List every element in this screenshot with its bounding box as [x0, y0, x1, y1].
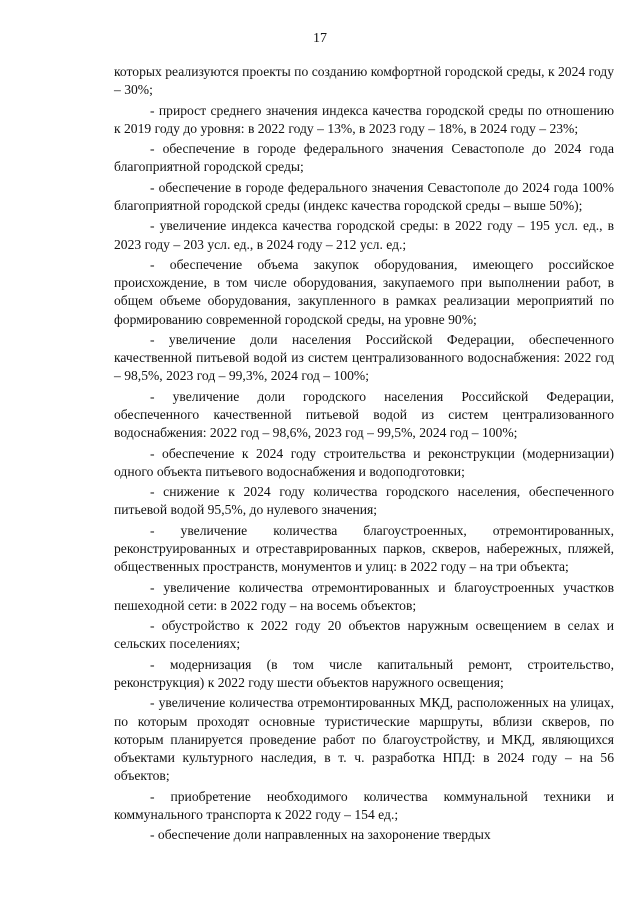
paragraph: - увеличение доли городского населения Российской Федерации, обеспеченного качественной питьевой водой из систем централизованного водоснабжения: 2022 год – 98,6%, 2023 год – 99,5%, 2024 год – 100%; — [114, 388, 614, 441]
paragraph: - обеспечение доли направленных на захоронение твердых — [150, 827, 491, 843]
paragraph: - снижение к 2024 году количества городского населения, обеспеченного питьевой водой 95,5%, до нулевого значения; — [114, 484, 614, 518]
paragraph: - обустройство к 2022 году 20 объектов наружным освещением в селах и сельских поселениях; — [114, 618, 614, 652]
paragraph: - увеличение индекса качества городской среды: в 2022 году – 195 усл. ед., в 2023 году – 203 усл. ед., в 2024 году – 212 усл. ед.; — [114, 218, 614, 252]
page-number: 17 — [313, 31, 327, 46]
paragraph: которых реализуются проекты по созданию комфортной городской среды, к 2024 году – 30%; — [114, 64, 614, 98]
paragraph: - увеличение количества отремонтированных и благоустроенных участков пешеходной сети: в 2022 году – на восемь объектов; — [114, 579, 614, 613]
paragraph: - обеспечение в городе федерального значения Севастополе до 2024 года 100% благоприятной городской среды (индекс качества городской среды – выше 50%); — [114, 179, 614, 213]
paragraph: - модернизация (в том числе капитальный ремонт, строительство, реконструкция) к 2022 году шести объектов наружного освещения; — [114, 656, 614, 690]
paragraph: - увеличение доли населения Российской Федерации, обеспеченного качественной питьевой водой из систем централизованного водоснабжения: 2022 год – 98,5%, 2023 год – 99,3%, 2024 год – 100%; — [114, 331, 614, 384]
document-body — [114, 63, 614, 847]
paragraph: - приобретение необходимого количества коммунальной техники и коммунального транспорта к 2022 году – 154 ед.; — [114, 788, 614, 822]
paragraph: - увеличение количества благоустроенных, отремонтированных, реконструированных и отреставрированных парков, скверов, набережных, пляжей, общественных пространств, монументов и улиц: в 2022 году – на три объекта; — [114, 522, 614, 575]
paragraph: - прирост среднего значения индекса качества городской среды по отношению к 2019 году до уровня: в 2022 году – 13%, в 2023 году – 18%, в 2024 году – 23%; — [114, 102, 614, 136]
paragraph: - обеспечение к 2024 году строительства и реконструкции (модернизации) одного объекта питьевого водоснабжения и водоподготовки; — [114, 445, 614, 479]
paragraph: - обеспечение в городе федерального значения Севастополе до 2024 года благоприятной городской среды; — [114, 141, 614, 175]
paragraph: - увеличение количества отремонтированных МКД, расположенных на улицах, по которым проходят основные туристические маршруты, вблизи скверов, по которым планируется проведение работ по благоустройству, и МКД, являющихся объектами культурного наследия, в т. ч. разработка НПД: в 2024 году – на 56 объектов; — [114, 695, 614, 784]
paragraph: - обеспечение объема закупок оборудования, имеющего российское происхождение, в том числе оборудования, закупаемого при выполнении работ, в общем объеме оборудования, закупленного в рамках реализации мероприятий по формированию современной городской среды, на уровне 90%; — [114, 256, 614, 327]
